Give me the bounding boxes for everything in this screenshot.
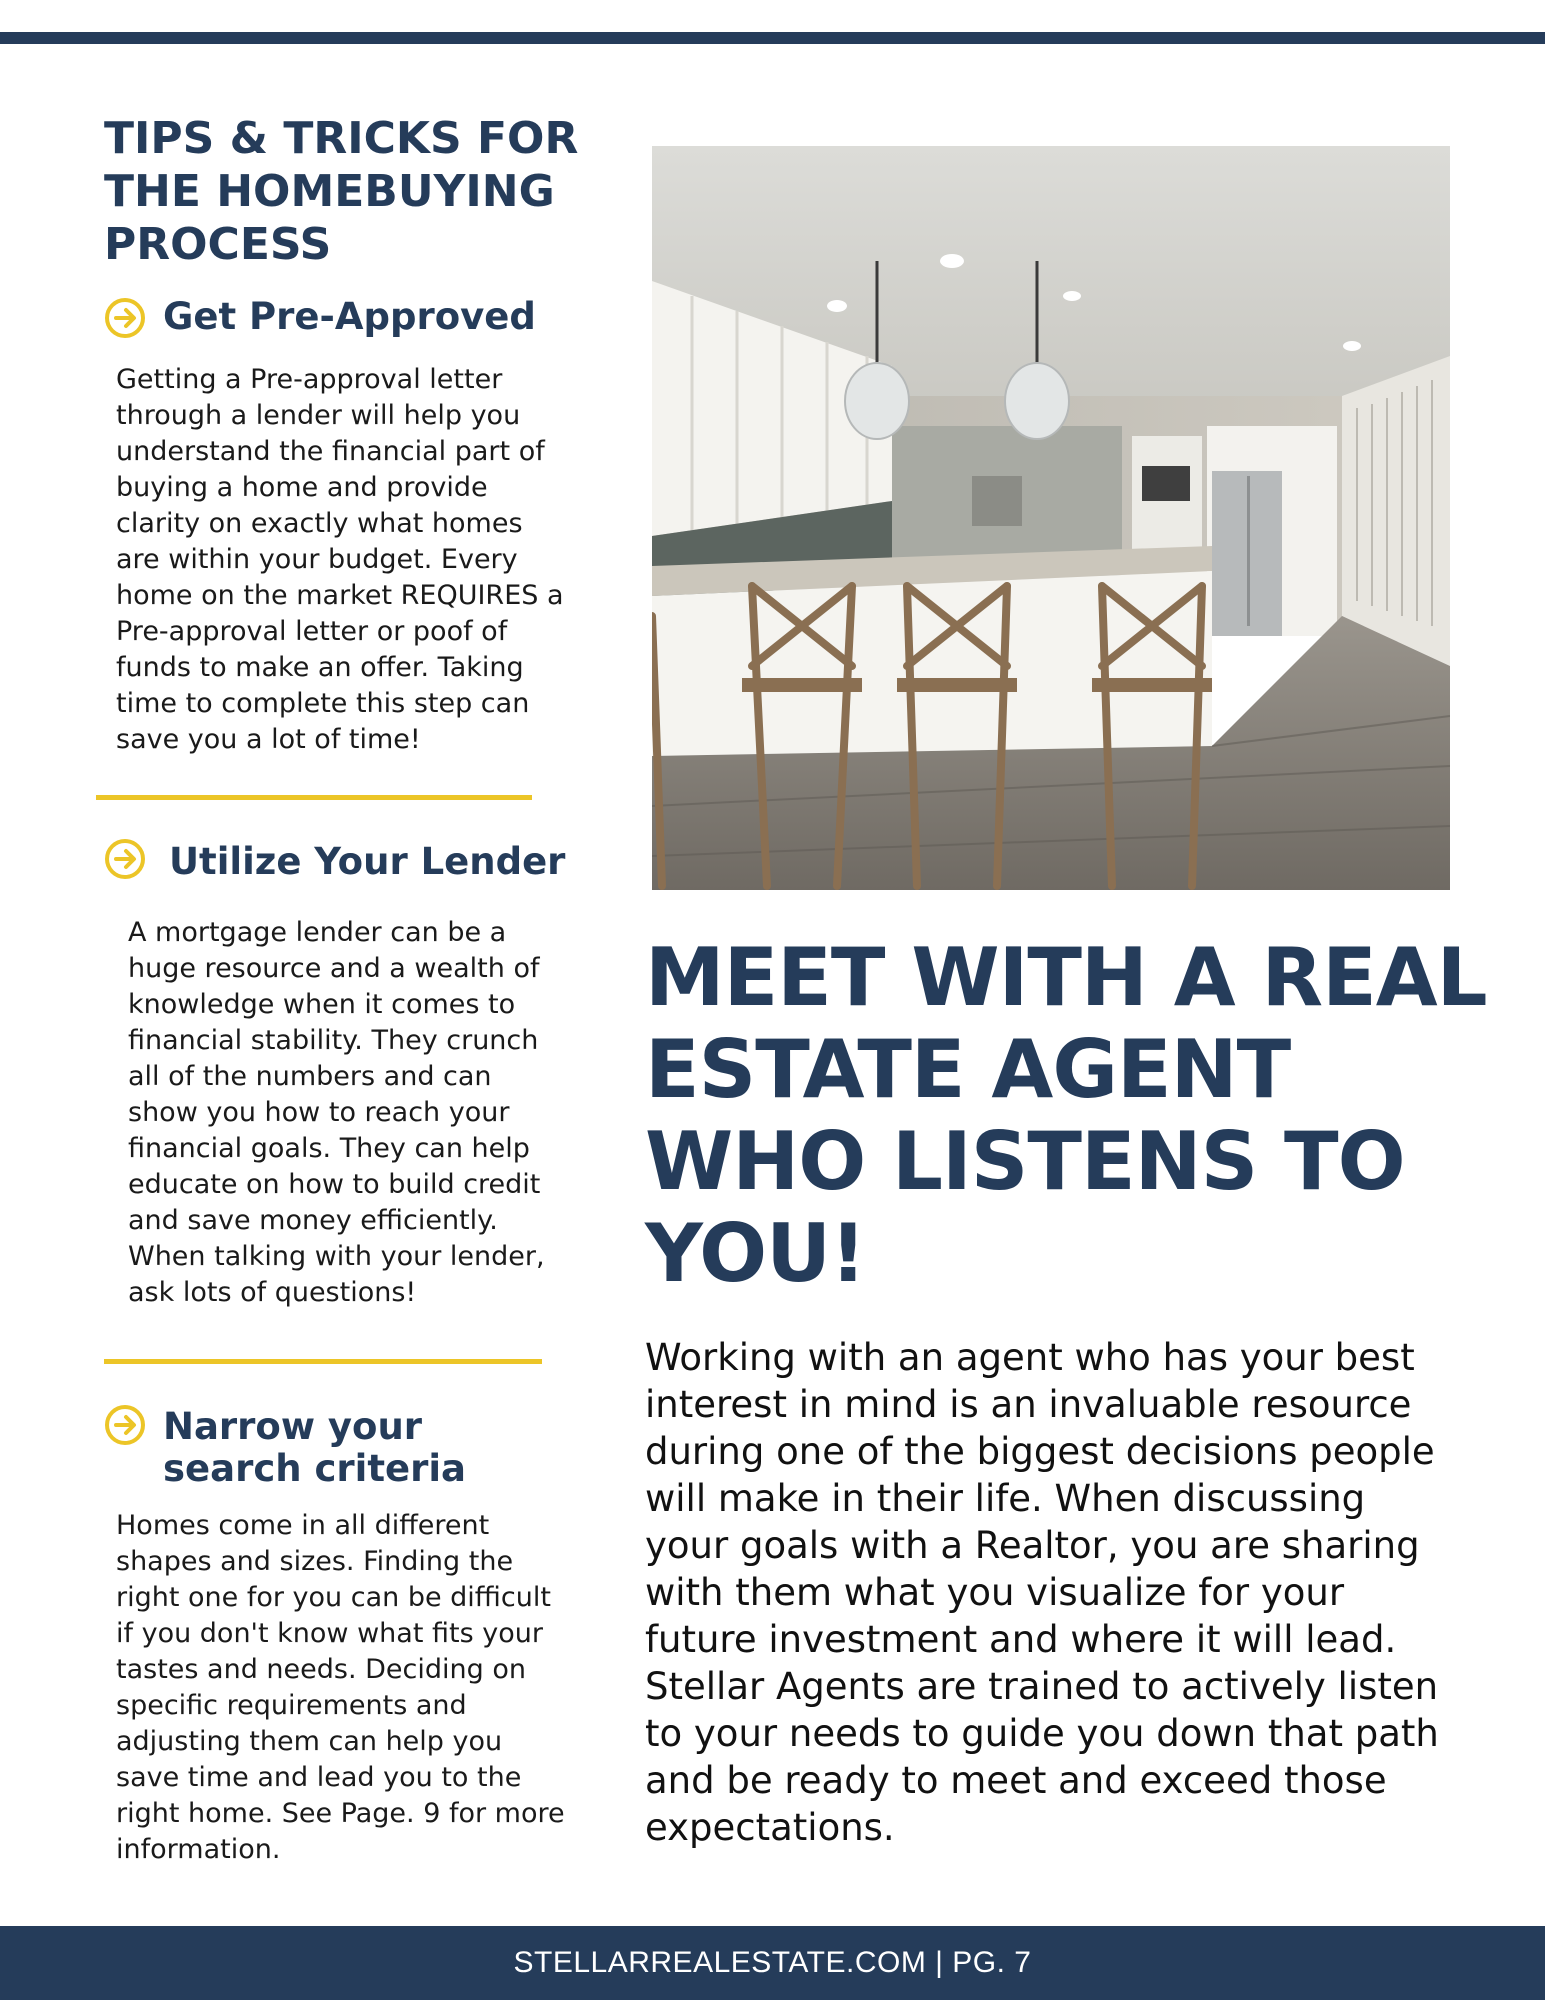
tip-heading-utilize-lender: Utilize Your Lender — [169, 840, 566, 883]
top-rule — [0, 32, 1545, 44]
agent-body: Working with an agent who has your best interest in mind is an invaluable resource during one of the biggest decisions people will make in their life. When discussing your goals with a Realtor, you are sharing with them what you visualize for your future investment and where it will lead. Stellar Agents are trained to actively listen to your needs to guide you down that path and be ready to meet and exceed those expectations. — [645, 1336, 1439, 1849]
arrow-circle-right-icon — [104, 838, 146, 880]
footer-text: STELLARREALESTATE.COM | PG. 7 — [513, 1946, 1032, 1979]
tip-body-pre-approved: Getting a Pre-approval letter through a lender will help you understand the financial part of buying a home and provide clarity on exactly what homes are within your budget. Every home on the market REQUIRES a Pre-approval letter or poof of funds to make an offer. Taking time to complete this step can save you a lot of time! — [116, 364, 564, 755]
arrow-circle-right-icon — [104, 297, 146, 339]
section-divider — [104, 1359, 542, 1364]
arrow-circle-right-icon — [104, 1404, 146, 1446]
agent-headline: MEET WITH A REAL ESTATE AGENT WHO LISTENS TO YOU! — [645, 931, 1487, 1300]
tip-heading-pre-approved: Get Pre-Approved — [163, 295, 536, 338]
tip-body-utilize-lender: A mortgage lender can be a huge resource and a wealth of knowledge when it comes to financial stability. They crunch all of the numbers and can show you how to reach your financial goals. They can help educate on how to build credit and save money efficiently. When talking with your lender, ask lots of questions! — [128, 917, 545, 1308]
tip-body-narrow-search: Homes come in all different shapes and sizes. Finding the right one for you can be difficult if you don't know what fits your tastes and needs. Deciding on specific requirements and adjusting them can help you save time and lead you to the right home. See Page. 9 for more information. — [116, 1510, 565, 1865]
page-title: TIPS & TRICKS FOR THE HOMEBUYING PROCESS — [104, 113, 579, 270]
tip-heading-narrow-search: Narrow your search criteria — [163, 1405, 467, 1490]
section-divider — [96, 795, 532, 800]
kitchen-photo — [652, 146, 1450, 890]
footer-bar — [0, 1926, 1545, 2000]
